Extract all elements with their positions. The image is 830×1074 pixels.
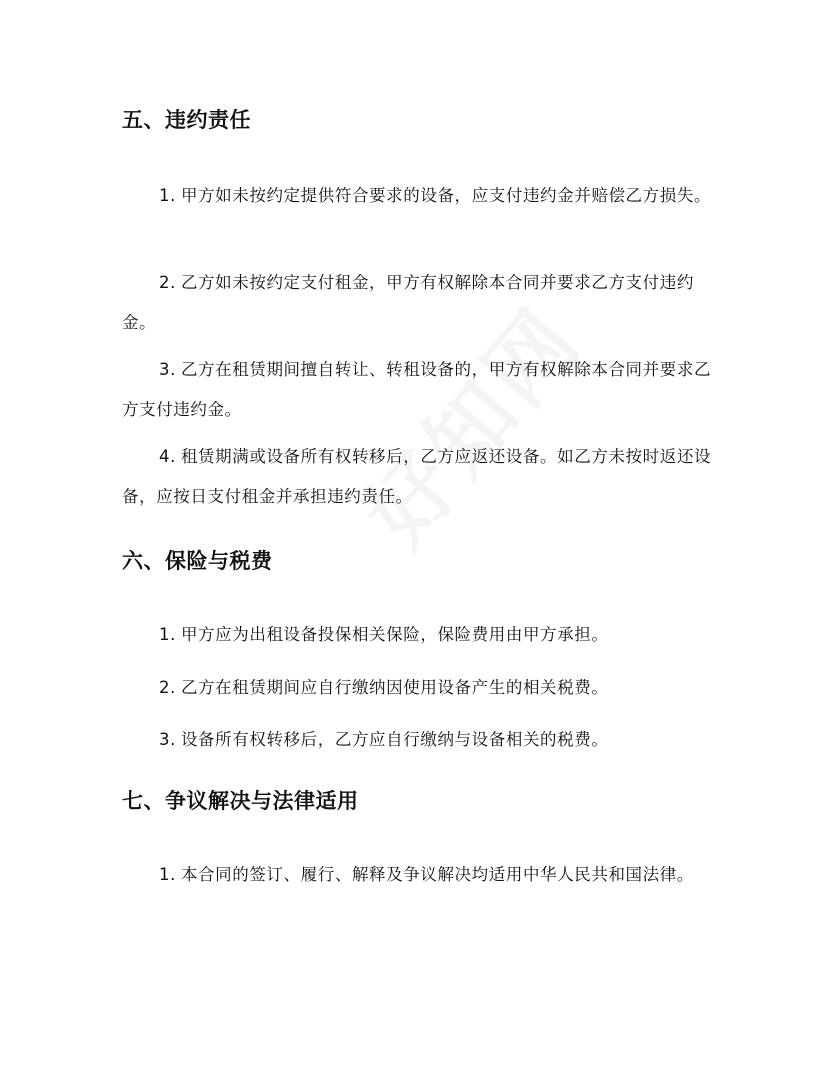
list-item xyxy=(122,437,712,517)
item-number: 3. xyxy=(159,360,176,379)
item-text: 乙方如未按约定支付租金，甲方有权解除本合同并要求乙方支付违约金。 xyxy=(122,273,694,332)
section-heading: 五、违约责任 xyxy=(122,108,251,132)
item-text: 乙方在租赁期间擅自转让、转租设备的，甲方有权解除本合同并要求乙方支付违约金。 xyxy=(122,360,712,419)
item-number: 2. xyxy=(159,678,176,697)
list-item xyxy=(122,855,712,895)
list-item xyxy=(122,720,712,760)
section-heading: 六、保险与税费 xyxy=(122,549,273,573)
item-text: 乙方在租赁期间应自行缴纳因使用设备产生的相关税费。 xyxy=(180,678,609,697)
item-number: 1. xyxy=(159,625,176,644)
item-text: 甲方如未按约定提供符合要求的设备，应支付违约金并赔偿乙方损失。 xyxy=(180,186,712,205)
item-number: 4. xyxy=(159,447,176,466)
list-item xyxy=(122,668,712,708)
item-text: 甲方应为出租设备投保相关保险，保险费用由甲方承担。 xyxy=(180,625,609,644)
item-text: 设备所有权转移后，乙方应自行缴纳与设备相关的税费。 xyxy=(180,730,609,749)
item-text: 本合同的签订、履行、解释及争议解决均适用中华人民共和国法律。 xyxy=(180,865,694,884)
item-number: 1. xyxy=(159,865,176,884)
list-item xyxy=(122,263,712,343)
list-item xyxy=(122,176,712,216)
section-heading: 七、争议解决与法律适用 xyxy=(122,789,359,813)
item-number: 2. xyxy=(159,273,176,292)
list-item xyxy=(122,615,712,655)
item-number: 1. xyxy=(159,186,176,205)
list-item xyxy=(122,350,712,430)
item-text: 租赁期满或设备所有权转移后，乙方应返还设备。如乙方未按时返还设备，应按日支付租金并承担违约责任。 xyxy=(122,447,712,506)
item-number: 3. xyxy=(159,730,176,749)
